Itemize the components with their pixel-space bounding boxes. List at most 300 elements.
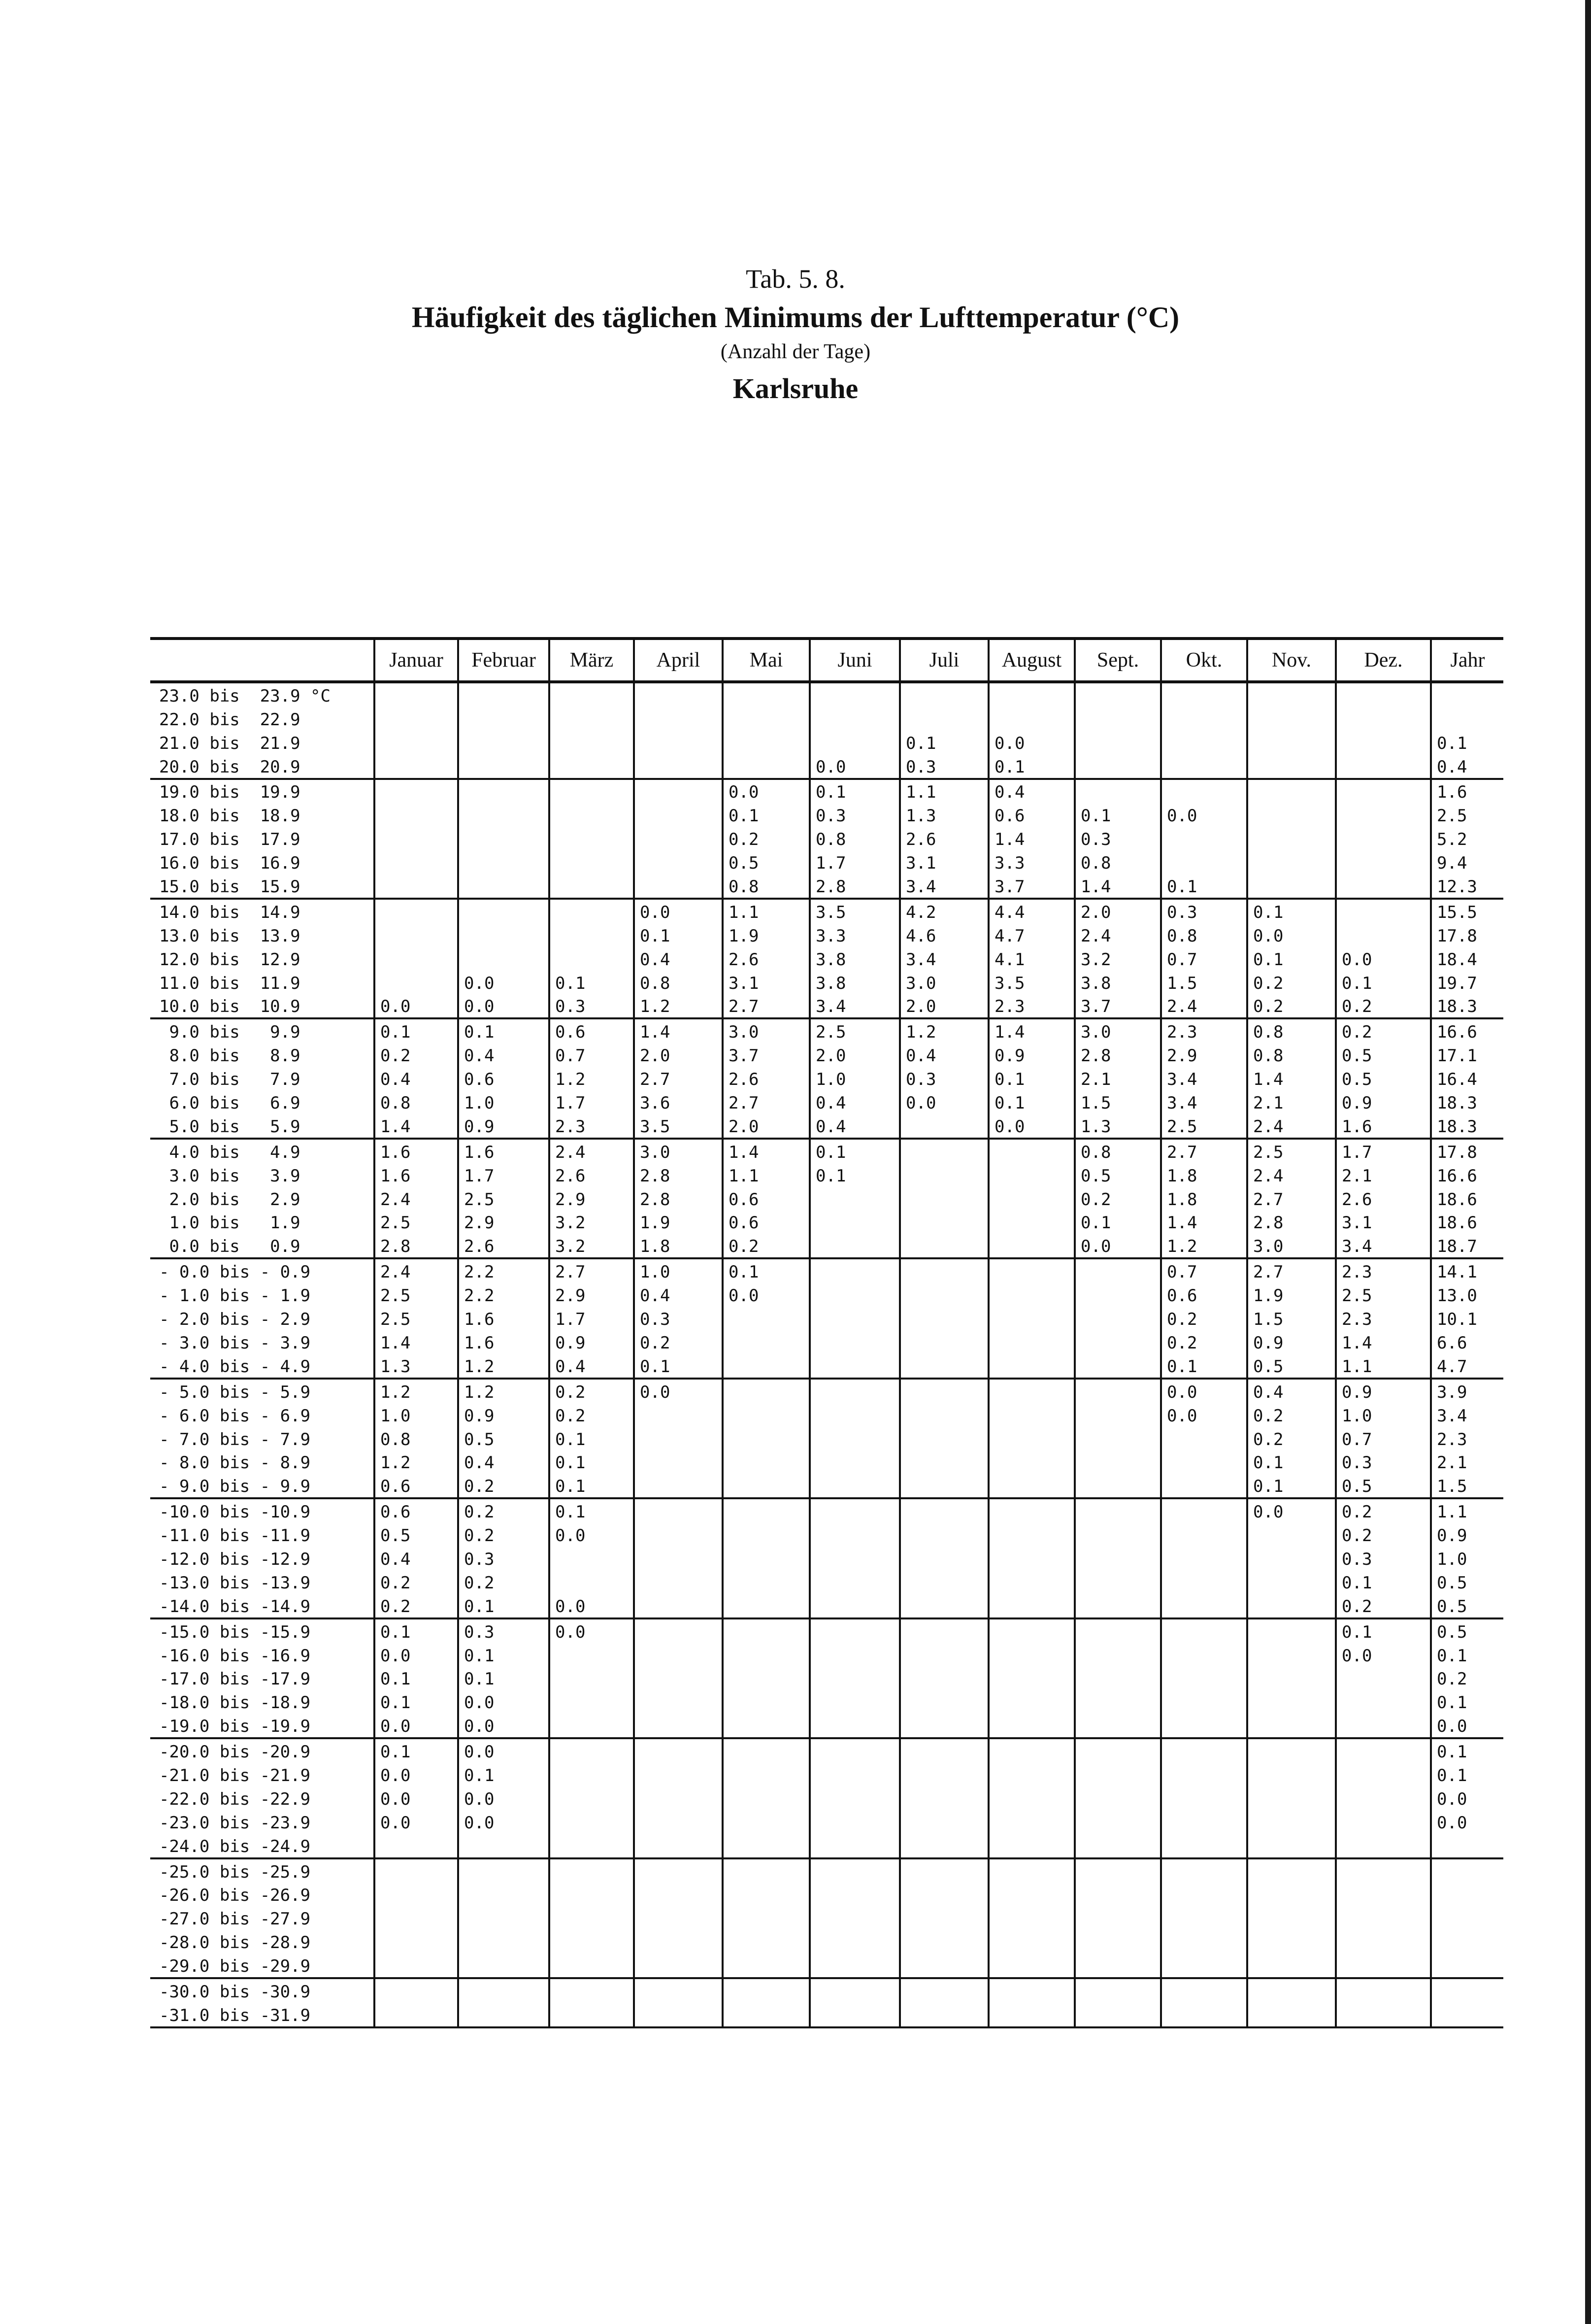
value-cell: [458, 1906, 549, 1930]
value-cell: [549, 2003, 634, 2027]
value-cell: [634, 1474, 723, 1498]
value-cell: 1.0: [1431, 1547, 1503, 1570]
value-cell: 1.6: [1336, 1114, 1431, 1139]
value-cell: 0.8: [1247, 1043, 1336, 1067]
value-cell: 0.1: [374, 1618, 458, 1643]
value-cell: 3.3: [810, 923, 900, 947]
value-cell: 0.2: [723, 1234, 810, 1258]
table-row: [150, 1427, 1503, 1450]
value-cell: [374, 803, 458, 827]
value-cell: 2.1: [1336, 1163, 1431, 1187]
value-cell: 0.3: [810, 803, 900, 827]
value-cell: [900, 1258, 989, 1283]
range-label: - 9.0 bis - 9.9: [159, 1477, 311, 1497]
value-cell: [989, 1786, 1075, 1810]
value-cell: 0.0: [374, 1714, 458, 1738]
value-cell: [723, 1667, 810, 1690]
value-cell: [634, 1523, 723, 1547]
value-cell: [549, 1954, 634, 1978]
value-cell: 1.7: [549, 1307, 634, 1330]
value-cell: 1.4: [1161, 1211, 1247, 1234]
value-cell: [989, 1139, 1075, 1163]
value-cell: [989, 1258, 1075, 1283]
value-cell: [900, 1330, 989, 1354]
value-cell: [458, 754, 549, 779]
value-cell: 0.9: [1431, 1523, 1503, 1547]
value-cell: 0.8: [374, 1427, 458, 1450]
table-row: [150, 874, 1503, 899]
value-cell: [1336, 803, 1431, 827]
value-cell: 1.2: [549, 1067, 634, 1090]
range-label: -16.0 bis -16.9: [159, 1646, 311, 1666]
value-cell: [1247, 1810, 1336, 1834]
value-cell: 1.0: [810, 1067, 900, 1090]
value-cell: 0.2: [374, 1043, 458, 1067]
value-cell: [900, 1883, 989, 1907]
value-cell: 0.2: [1161, 1330, 1247, 1354]
value-cell: [810, 1283, 900, 1307]
value-cell: [1247, 1883, 1336, 1907]
value-cell: 0.4: [549, 1354, 634, 1379]
value-cell: 1.4: [634, 1018, 723, 1043]
value-cell: [634, 1930, 723, 1954]
value-cell: [634, 1427, 723, 1450]
value-cell: [900, 1163, 989, 1187]
value-cell: 1.0: [374, 1403, 458, 1427]
value-cell: 0.3: [1161, 899, 1247, 923]
value-cell: 1.1: [723, 899, 810, 923]
value-cell: 0.1: [1161, 874, 1247, 899]
value-cell: 0.8: [374, 1090, 458, 1114]
value-cell: 0.4: [1431, 754, 1503, 779]
value-cell: [549, 1643, 634, 1667]
value-cell: [1336, 1954, 1431, 1978]
value-cell: [1247, 1690, 1336, 1714]
value-cell: [1336, 1763, 1431, 1786]
range-label: 21.0 bis 21.9: [159, 733, 300, 753]
value-cell: [1161, 1714, 1247, 1738]
value-cell: 1.3: [900, 803, 989, 827]
range-label: -22.0 bis -22.9: [159, 1789, 311, 1809]
value-cell: [374, 2003, 458, 2027]
value-cell: [1075, 1954, 1161, 1978]
value-cell: [1336, 1858, 1431, 1883]
range-label: -30.0 bis -30.9: [150, 1978, 374, 2003]
value-cell: [1247, 707, 1336, 731]
table-row: [150, 1690, 1503, 1714]
value-cell: 2.2: [458, 1283, 549, 1307]
value-cell: 1.4: [989, 827, 1075, 850]
value-cell: [989, 1810, 1075, 1834]
value-cell: [989, 1738, 1075, 1763]
value-cell: 2.8: [1247, 1211, 1336, 1234]
value-cell: 0.2: [1336, 1018, 1431, 1043]
value-cell: [900, 1450, 989, 1474]
header-juni: Juni: [810, 639, 900, 682]
value-cell: [1336, 874, 1431, 899]
value-cell: [989, 1834, 1075, 1858]
range-label: -27.0 bis -27.9: [159, 1909, 311, 1929]
value-cell: [374, 1930, 458, 1954]
value-cell: 0.1: [458, 1594, 549, 1618]
value-cell: 3.8: [1075, 971, 1161, 994]
value-cell: [458, 899, 549, 923]
value-cell: [1075, 1427, 1161, 1450]
value-cell: [458, 827, 549, 850]
value-cell: [723, 1834, 810, 1858]
value-cell: [374, 1883, 458, 1907]
value-cell: [458, 1858, 549, 1883]
value-cell: [549, 803, 634, 827]
range-label: 11.0 bis 11.9: [159, 973, 300, 993]
value-cell: [1075, 1906, 1161, 1930]
value-cell: 3.4: [900, 874, 989, 899]
table-row: [150, 1258, 1503, 1283]
value-cell: [989, 1354, 1075, 1379]
value-cell: [1336, 2003, 1431, 2027]
value-cell: 0.4: [634, 1283, 723, 1307]
value-cell: 0.1: [458, 1763, 549, 1786]
value-cell: [810, 1354, 900, 1379]
value-cell: [1336, 682, 1431, 707]
value-cell: [900, 682, 989, 707]
value-cell: [1431, 1858, 1503, 1883]
value-cell: 1.7: [1336, 1139, 1431, 1163]
value-cell: [1075, 779, 1161, 804]
value-cell: 0.1: [1336, 971, 1431, 994]
value-cell: [374, 731, 458, 754]
table-row: [150, 2003, 1503, 2027]
value-cell: 0.1: [374, 1690, 458, 1714]
value-cell: 0.3: [549, 994, 634, 1019]
value-cell: 0.0: [374, 1786, 458, 1810]
value-cell: [1075, 1738, 1161, 1763]
value-cell: 0.1: [900, 731, 989, 754]
value-cell: 0.1: [989, 1067, 1075, 1090]
value-cell: 4.6: [900, 923, 989, 947]
value-cell: [900, 1283, 989, 1307]
table-row: [150, 1763, 1503, 1786]
value-cell: 2.1: [1075, 1067, 1161, 1090]
value-cell: [549, 1667, 634, 1690]
range-label: 12.0 bis 12.9: [159, 949, 300, 970]
table-row: [150, 1594, 1503, 1618]
value-cell: [989, 1330, 1075, 1354]
value-cell: [1075, 1667, 1161, 1690]
value-cell: [1247, 1906, 1336, 1930]
value-cell: [810, 1906, 900, 1930]
table-row: [150, 1906, 1503, 1930]
value-cell: 3.9: [1431, 1379, 1503, 1403]
value-cell: [810, 1330, 900, 1354]
table-row: [150, 1978, 1503, 2003]
value-cell: 1.7: [549, 1090, 634, 1114]
value-cell: 0.2: [1161, 1307, 1247, 1330]
value-cell: 1.4: [989, 1018, 1075, 1043]
value-cell: [723, 1978, 810, 2003]
value-cell: [723, 1330, 810, 1354]
value-cell: [723, 1786, 810, 1810]
value-cell: [810, 1883, 900, 1907]
value-cell: [458, 850, 549, 874]
value-cell: [900, 1139, 989, 1163]
table-row: [150, 1786, 1503, 1810]
value-cell: [810, 1714, 900, 1738]
value-cell: [634, 1690, 723, 1714]
value-cell: 3.7: [1075, 994, 1161, 1019]
value-cell: 1.8: [1161, 1163, 1247, 1187]
value-cell: 0.1: [1075, 803, 1161, 827]
value-cell: 0.6: [989, 803, 1075, 827]
range-label: -24.0 bis -24.9: [159, 1836, 311, 1856]
value-cell: 0.9: [1336, 1379, 1431, 1403]
value-cell: [989, 1643, 1075, 1667]
value-cell: 0.1: [549, 1450, 634, 1474]
value-cell: 18.3: [1431, 1114, 1503, 1139]
value-cell: 2.5: [374, 1283, 458, 1307]
value-cell: 0.8: [1075, 850, 1161, 874]
value-cell: [1075, 1643, 1161, 1667]
value-cell: 19.7: [1431, 971, 1503, 994]
value-cell: [1075, 1810, 1161, 1834]
value-cell: [549, 947, 634, 971]
range-label: 8.0 bis 8.9: [159, 1046, 300, 1066]
value-cell: 0.4: [989, 779, 1075, 804]
table-row: [150, 731, 1503, 754]
value-cell: [1075, 1594, 1161, 1618]
value-cell: 0.8: [810, 827, 900, 850]
value-cell: 3.0: [723, 1018, 810, 1043]
value-cell: [1247, 1570, 1336, 1594]
value-cell: 3.3: [989, 850, 1075, 874]
value-cell: [1336, 1834, 1431, 1858]
value-cell: [989, 1570, 1075, 1594]
value-cell: [1336, 1883, 1431, 1907]
value-cell: [1247, 731, 1336, 754]
value-cell: 2.5: [1431, 803, 1503, 827]
value-cell: [549, 874, 634, 899]
range-label: 6.0 bis 6.9: [159, 1093, 300, 1113]
value-cell: [723, 1930, 810, 1954]
value-cell: [1161, 754, 1247, 779]
value-cell: [900, 1474, 989, 1498]
table-row: [150, 1738, 1503, 1763]
value-cell: [1161, 1667, 1247, 1690]
value-cell: [634, 1403, 723, 1427]
value-cell: [549, 1810, 634, 1834]
value-cell: [634, 731, 723, 754]
value-cell: [1075, 1978, 1161, 2003]
value-cell: [989, 1690, 1075, 1714]
table-row: [150, 850, 1503, 874]
value-cell: [1336, 850, 1431, 874]
value-cell: 1.2: [458, 1379, 549, 1403]
value-cell: 2.5: [1247, 1139, 1336, 1163]
value-cell: 4.1: [989, 947, 1075, 971]
table-row: [150, 1114, 1503, 1139]
value-cell: [1161, 1954, 1247, 1978]
table-row: [150, 754, 1503, 779]
value-cell: 0.0: [1431, 1714, 1503, 1738]
value-cell: [458, 1930, 549, 1954]
value-cell: 2.4: [1075, 923, 1161, 947]
value-cell: 16.4: [1431, 1067, 1503, 1090]
table-row: [150, 1523, 1503, 1547]
value-cell: [989, 1450, 1075, 1474]
value-cell: 0.3: [900, 754, 989, 779]
value-cell: [723, 1594, 810, 1618]
value-cell: [989, 1283, 1075, 1307]
value-cell: [1075, 1858, 1161, 1883]
value-cell: [900, 1379, 989, 1403]
value-cell: [1247, 1954, 1336, 1978]
value-cell: [549, 731, 634, 754]
value-cell: [900, 1954, 989, 1978]
value-cell: [723, 1403, 810, 1427]
value-cell: [1161, 1906, 1247, 1930]
value-cell: 1.0: [1336, 1403, 1431, 1427]
value-cell: 0.1: [810, 1163, 900, 1187]
value-cell: [1336, 923, 1431, 947]
value-cell: 0.0: [458, 994, 549, 1019]
value-cell: 2.7: [634, 1067, 723, 1090]
value-cell: [1247, 779, 1336, 804]
value-cell: [1075, 1258, 1161, 1283]
value-cell: [900, 1234, 989, 1258]
value-cell: [634, 1786, 723, 1810]
value-cell: [549, 1763, 634, 1786]
value-cell: [1075, 1547, 1161, 1570]
value-cell: [1075, 1498, 1161, 1523]
value-cell: 4.4: [989, 899, 1075, 923]
value-cell: 2.1: [1431, 1450, 1503, 1474]
value-cell: [1161, 1858, 1247, 1883]
range-label: -21.0 bis -21.9: [159, 1765, 311, 1785]
value-cell: [900, 1211, 989, 1234]
value-cell: 0.3: [1336, 1547, 1431, 1570]
value-cell: [634, 1450, 723, 1474]
value-cell: 3.0: [634, 1139, 723, 1163]
value-cell: [989, 707, 1075, 731]
value-cell: 1.4: [1075, 874, 1161, 899]
value-cell: 0.5: [1336, 1474, 1431, 1498]
value-cell: [810, 1738, 900, 1763]
value-cell: 3.7: [723, 1043, 810, 1067]
value-cell: 0.1: [989, 754, 1075, 779]
table-row: [150, 1498, 1503, 1523]
header-jahr: Jahr: [1431, 639, 1503, 682]
value-cell: [810, 1258, 900, 1283]
table-row: [150, 1570, 1503, 1594]
value-cell: [1161, 1594, 1247, 1618]
value-cell: 0.1: [723, 803, 810, 827]
value-cell: 2.7: [723, 994, 810, 1019]
table-row: [150, 1474, 1503, 1498]
value-cell: 0.9: [1247, 1330, 1336, 1354]
value-cell: 0.1: [989, 1090, 1075, 1114]
value-cell: [1247, 1858, 1336, 1883]
value-cell: [723, 1906, 810, 1930]
value-cell: 0.0: [374, 1810, 458, 1834]
value-cell: 1.6: [374, 1163, 458, 1187]
value-cell: [549, 923, 634, 947]
value-cell: 0.6: [723, 1211, 810, 1234]
value-cell: [374, 899, 458, 923]
value-cell: 3.0: [1247, 1234, 1336, 1258]
value-cell: 0.4: [374, 1547, 458, 1570]
value-cell: 10.1: [1431, 1307, 1503, 1330]
value-cell: [810, 1234, 900, 1258]
value-cell: 12.3: [1431, 874, 1503, 899]
value-cell: [1161, 1978, 1247, 2003]
value-cell: [1431, 2003, 1503, 2027]
value-cell: 3.5: [634, 1114, 723, 1139]
value-cell: [1247, 827, 1336, 850]
value-cell: 13.0: [1431, 1283, 1503, 1307]
value-cell: [458, 682, 549, 707]
value-cell: [1336, 1738, 1431, 1763]
table-row: [150, 779, 1503, 804]
value-cell: 1.1: [1431, 1498, 1503, 1523]
value-cell: [1161, 1883, 1247, 1907]
value-cell: [1431, 682, 1503, 707]
value-cell: 0.2: [1336, 1498, 1431, 1523]
value-cell: [810, 1307, 900, 1330]
value-cell: [810, 1786, 900, 1810]
table-row: [150, 1834, 1503, 1858]
value-cell: 0.1: [1247, 947, 1336, 971]
value-cell: [1075, 1307, 1161, 1330]
value-cell: 1.2: [634, 994, 723, 1019]
value-cell: [458, 1978, 549, 2003]
value-cell: [900, 1786, 989, 1810]
value-cell: 0.1: [374, 1738, 458, 1763]
value-cell: 1.1: [900, 779, 989, 804]
value-cell: [723, 1883, 810, 1907]
value-cell: [1247, 1714, 1336, 1738]
value-cell: [634, 779, 723, 804]
value-cell: 3.0: [1075, 1018, 1161, 1043]
value-cell: 1.6: [374, 1139, 458, 1163]
value-cell: 3.6: [634, 1090, 723, 1114]
value-cell: 0.2: [458, 1498, 549, 1523]
value-cell: [549, 827, 634, 850]
value-cell: [1336, 779, 1431, 804]
value-cell: [1336, 1786, 1431, 1810]
value-cell: 1.9: [634, 1211, 723, 1234]
value-cell: [1247, 1834, 1336, 1858]
value-cell: [1431, 1954, 1503, 1978]
value-cell: 0.7: [549, 1043, 634, 1067]
value-cell: 0.5: [374, 1523, 458, 1547]
value-cell: 0.2: [1336, 1523, 1431, 1547]
value-cell: [549, 707, 634, 731]
value-cell: [1161, 1498, 1247, 1523]
value-cell: [900, 1403, 989, 1427]
table-row: [150, 1667, 1503, 1690]
header-april: April: [634, 639, 723, 682]
value-cell: [1161, 1930, 1247, 1954]
header-juli: Juli: [900, 639, 989, 682]
value-cell: 16.6: [1431, 1018, 1503, 1043]
value-cell: [1075, 1403, 1161, 1427]
value-cell: 0.1: [810, 779, 900, 804]
value-cell: [1075, 1690, 1161, 1714]
value-cell: [1161, 1738, 1247, 1763]
value-cell: [989, 1883, 1075, 1907]
value-cell: 0.0: [458, 971, 549, 994]
value-cell: [1075, 1474, 1161, 1498]
